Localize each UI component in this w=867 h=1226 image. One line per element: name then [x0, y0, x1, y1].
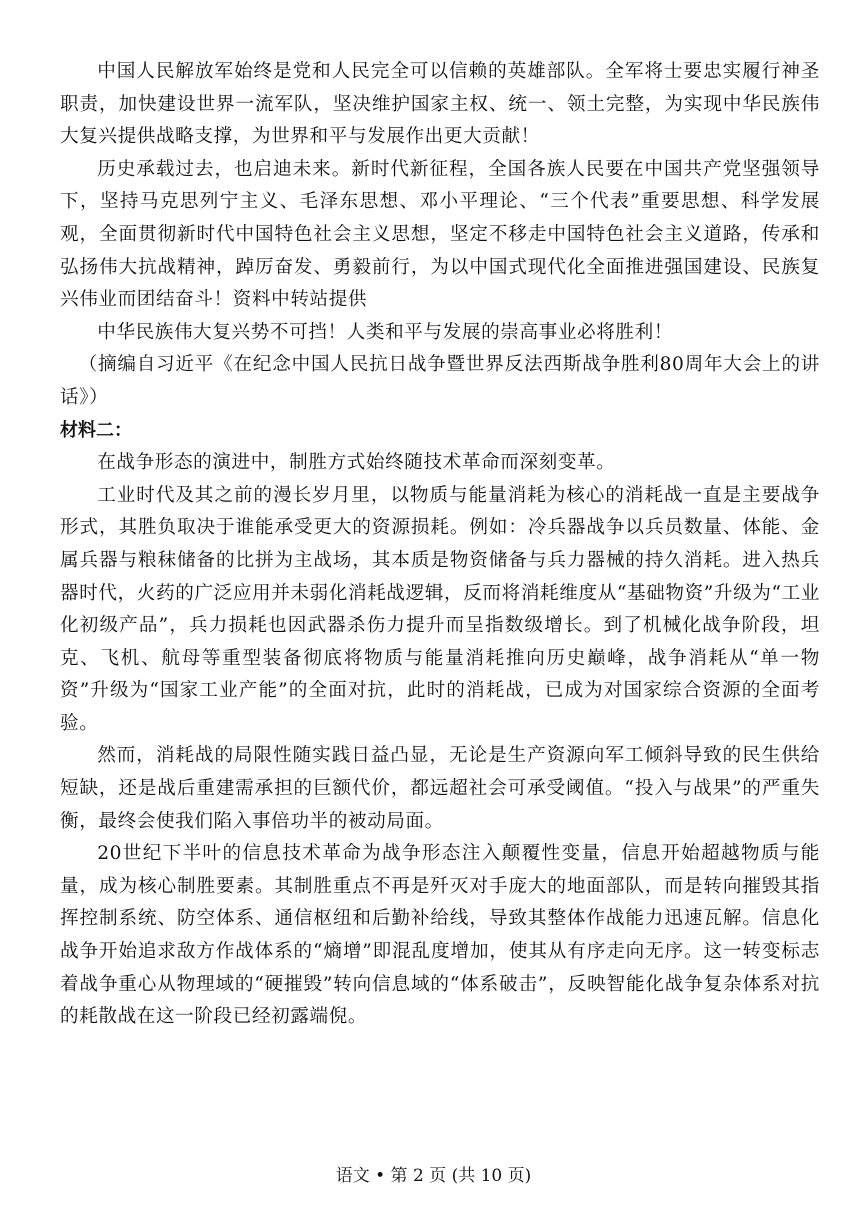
paragraph-rejuvenation: 中华民族伟大复兴势不可挡！人类和平与发展的崇高事业必将胜利！: [97, 321, 674, 343]
paragraph-attrition-warfare: 工业时代及其之前的漫长岁月里，以物质与能量消耗为核心的消耗战一直是主要战争形式，其胜负取决于谁能承受更大的资源损耗。例如：冷兵器战争以兵员数量、体能、金属兵器与粮秣储备的比拼为主战场，其本质是物资储备与兵力器械的持久消耗。进入热兵器时代，火药的广泛应用并未弱化消耗战逻辑，反而将消耗维度从“基础物资”升级为“工业化初级产品”，兵力损耗也因武器杀伤力提升而呈指数级增长。到了机械化战争阶段，坦克、飞机、航母等重型装备彻底将物质与能量消耗推向历史巅峰，战争消耗从“单一物资”升级为“国家工业产能”的全面对抗，此时的消耗战，已成为对国家综合资源的全面考验。: [60, 484, 820, 734]
document-page: [60, 56, 820, 1034]
paragraph-army: 中国人民解放军始终是党和人民完全可以信赖的英雄部队。全军将士要忠实履行神圣职责，加快建设世界一流军队，坚决维护国家主权、统一、领土完整，为实现中华民族伟大复兴提供战略支撑，为世界和平与发展作出更大贡献！: [60, 61, 820, 148]
source-note: （摘编自习近平《在纪念中国人民抗日战争暨世界反法西斯战争胜利80周年大会上的讲话》）: [60, 354, 820, 408]
paragraph-attrition-limits: 然而，消耗战的局限性随实践日益凸显，无论是生产资源向军工倾斜导致的民生供给短缺，还是战后重建需承担的巨额代价，都远超社会可承受阈值。“投入与战果”的严重失衡，最终会使我们陷入事倍功半的被动局面。: [60, 745, 820, 832]
paragraph-warfare-evolution: 在战争形态的演进中，制胜方式始终随技术革命而深刻变革。: [97, 452, 616, 474]
paragraph-information-revolution: 20世纪下半叶的信息技术革命为战争形态注入颠覆性变量，信息开始超越物质与能量，成为核心制胜要素。其制胜重点不再是歼灭对手庞大的地面部队，而是转向摧毁其指挥控制系统、防空体系、通信枢纽和后勤补给线，导致其整体作战能力迅速瓦解。信息化战争开始追求敌方作战体系的“熵增”即混乱度增加，使其从有序走向无序。这一转变标志着战争重心从物理域的“硬摧毁”转向信息域的“体系破击”，反映智能化战争复杂体系对抗的耗散战在这一阶段已经初露端倪。: [60, 843, 820, 1028]
material-two-heading: 材料二：: [60, 419, 132, 441]
page-footer: 语文 • 第 2 页 (共 10 页): [335, 1166, 532, 1186]
paragraph-history: 历史承载过去，也启迪未来。新时代新征程，全国各族人民要在中国共产党坚强领导下，坚持马克思列宁主义、毛泽东思想、邓小平理论、“三个代表”重要思想、科学发展观，全面贯彻新时代中国特色社会主义思想，坚定不移走中国特色社会主义道路，传承和弘扬伟大抗战精神，踔厉奋发、勇毅前行，为以中国式现代化全面推进强国建设、民族复兴伟业而团结奋斗！资料中转站提供: [60, 158, 820, 311]
